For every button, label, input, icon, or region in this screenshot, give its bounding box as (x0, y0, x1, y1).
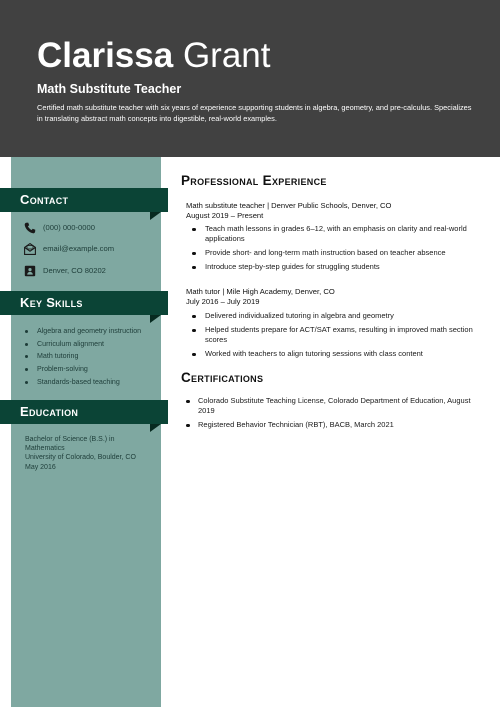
job-header (186, 201, 391, 221)
education-degree: Bachelor of Science (B.S.) in Mathematics (25, 436, 115, 453)
job-title: Math substitute teacher (186, 201, 265, 210)
skill-item: Problem-solving (24, 363, 141, 376)
job-bullet: Delivered individualized tutoring in algebra and geometry (190, 311, 475, 321)
certifications-heading: Certifications (181, 370, 264, 385)
job-bullet: Worked with teachers to align tutoring sessions with class content (190, 349, 475, 359)
education-school: University of Colorado, Boulder, CO (25, 454, 136, 462)
job-title: Math Substitute Teacher (37, 82, 182, 96)
skills-list (24, 325, 141, 389)
job-dates: July 2016 – July 2019 (186, 297, 260, 306)
resume-header (0, 0, 500, 157)
skill-item: Curriculum alignment (24, 338, 141, 351)
job-bullet: Helped students prepare for ACT/SAT exams, resulting in improved math section scores (190, 325, 475, 345)
job-employer: Denver Public Schools, Denver, CO (271, 201, 392, 210)
skill-item: Math tutoring (24, 350, 141, 363)
phone-icon (24, 222, 36, 234)
certification-item: Registered Behavior Technician (RBT), BACB, March 2021 (184, 420, 479, 430)
education-banner (0, 400, 168, 424)
job-bullets (190, 311, 475, 364)
job-header (186, 287, 335, 307)
phone-number: (000) 000-0000 (43, 223, 95, 232)
job-bullets (190, 224, 475, 277)
job-employer: Mile High Academy, Denver, CO (226, 287, 335, 296)
certification-item: Colorado Substitute Teaching License, Colorado Department of Education, August 2019 (184, 396, 479, 416)
skills-banner (0, 291, 168, 315)
skills-heading: Key Skills (20, 295, 83, 310)
job-bullet: Teach math lessons in grades 6–12, with an emphasis on clarity and real-world applications (190, 224, 475, 244)
contact-banner (0, 188, 168, 212)
job-bullet: Provide short- and long-term math instruction based on teacher absence (190, 248, 475, 258)
candidate-name (37, 36, 271, 76)
location-text: Denver, CO 80202 (43, 266, 106, 275)
summary: Certified math substitute teacher with six years of experience supporting students in algebra, geometry, and pre-calculus. Specializes in translating abstract math concepts into digestible, real-world examples. (37, 103, 472, 123)
first-name: Clarissa (37, 36, 174, 75)
location-icon (24, 265, 36, 277)
last-name: Grant (182, 36, 271, 75)
job-separator: | (222, 287, 227, 296)
certifications-list (184, 396, 479, 434)
education-heading: Education (20, 404, 79, 419)
education-details (25, 435, 145, 472)
skill-item: Algebra and geometry instruction (24, 325, 141, 338)
contact-heading: Contact (20, 192, 69, 207)
job-separator: | (267, 201, 272, 210)
email-address: email@example.com (43, 244, 115, 253)
education-date: May 2016 (25, 463, 56, 471)
sidebar (11, 157, 161, 707)
email-icon (24, 243, 36, 255)
job-title: Math tutor (186, 287, 221, 296)
experience-heading: Professional Experience (181, 173, 327, 188)
job-dates: August 2019 – Present (186, 211, 264, 220)
job-bullet: Introduce step-by-step guides for struggling students (190, 262, 475, 272)
skill-item: Standards-based teaching (24, 376, 141, 389)
